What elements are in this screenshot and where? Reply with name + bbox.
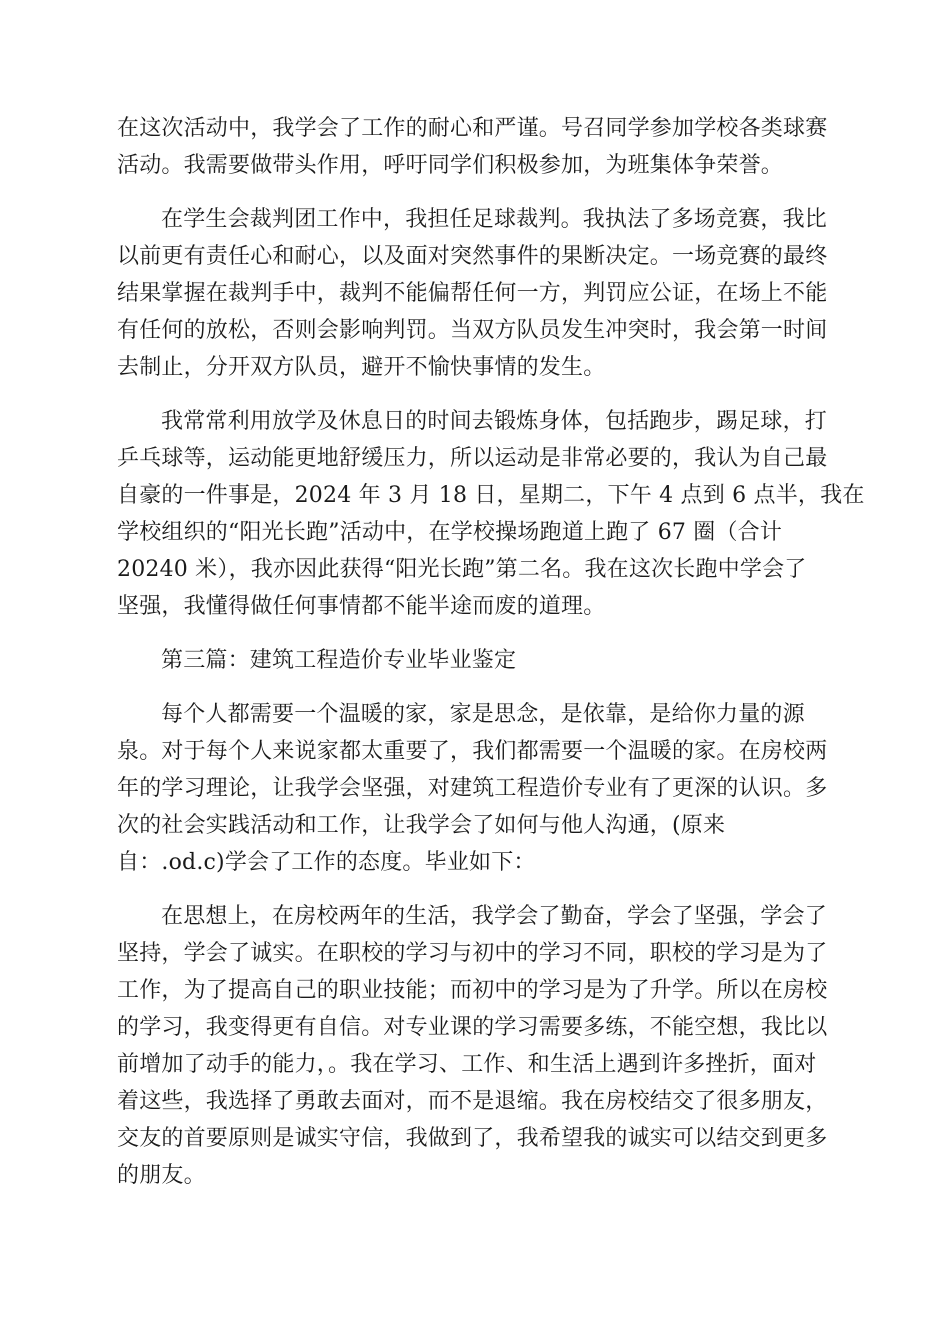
paragraph-line: 交友的首要原则是诚实守信，我做到了，我希望我的诚实可以结交到更多	[117, 1126, 828, 1151]
paragraph-line: 在这次活动中，我学会了工作的耐心和严谨。号召同学参加学校各类球赛	[117, 116, 828, 141]
paragraph-line: 在思想上，在房校两年的生活，我学会了勤奋，学会了坚强，学会了	[161, 904, 828, 929]
section-heading-text: 第三篇：建筑工程造价专业毕业鉴定	[161, 648, 517, 673]
paragraph-line: 学校组织的“阳光长跑”活动中，在学校操场跑道上跑了 67 圈（合计	[117, 520, 783, 545]
paragraph-line: 的学习，我变得更有自信。对专业课的学习需要多练，不能空想，我比以	[117, 1015, 828, 1040]
paragraph-line: 结果掌握在裁判手中，裁判不能偏帮任何一方，判罚应公证，在场上不能	[117, 281, 828, 306]
paragraph-line: 的朋友。	[117, 1163, 206, 1188]
paragraph-line: 活动。我需要做带头作用，呼吁同学们积极参加，为班集体争荣誉。	[117, 153, 784, 178]
paragraph-line: 有任何的放松，否则会影响判罚。当双方队员发生冲突时，我会第一时间	[117, 318, 828, 343]
paragraph-line: 坚持，学会了诚实。在职校的学习与初中的学习不同，职校的学习是为了	[117, 941, 828, 966]
paragraph-line: 次的社会实践活动和工作，让我学会了如何与他人沟通，(原来	[117, 813, 726, 838]
document-body	[117, 110, 865, 1194]
paragraph-activity-summary	[117, 110, 837, 184]
paragraph-line: 20240 米），我亦因此获得“阳光长跑”第二名。我在这次长跑中学会了	[117, 557, 807, 582]
paragraph-line: 每个人都需要一个温暖的家，家是思念，是依靠，是给你力量的源	[161, 702, 805, 727]
paragraph-exercise	[117, 403, 865, 625]
paragraph-line: 去制止，分开双方队员，避开不愉快事情的发生。	[117, 355, 606, 380]
paragraph-line: 着这些，我选择了勇敢去面对，而不是退缩。我在房校结交了很多朋友，	[117, 1089, 828, 1114]
paragraph-line: 乒乓球等，运动能更地舒缓压力，所以运动是非常必要的，我认为自己最	[117, 446, 828, 471]
paragraph-line: 自豪的一件事是，2024 年 3 月 18 日，星期二，下午 4 点到 6 点半，我在	[117, 483, 865, 508]
paragraph-line: 自：.od.c)学会了工作的态度。毕业如下：	[117, 850, 536, 875]
paragraph-thoughts	[117, 898, 837, 1194]
paragraph-line: 坚强，我懂得做任何事情都不能半途而废的道理。	[117, 594, 606, 619]
paragraph-line: 前增加了动手的能力，。我在学习、工作、和生活上遇到许多挫折，面对	[117, 1052, 817, 1077]
paragraph-referee	[117, 201, 837, 386]
paragraph-line: 以前更有责任心和耐心，以及面对突然事件的果断决定。一场竞赛的最终	[117, 244, 828, 269]
paragraph-home	[117, 696, 837, 881]
section-heading	[117, 642, 837, 679]
paragraph-line: 在学生会裁判团工作中，我担任足球裁判。我执法了多场竞赛，我比	[161, 207, 828, 232]
paragraph-line: 工作，为了提高自己的职业技能；而初中的学习是为了升学。所以在房校	[117, 978, 828, 1003]
paragraph-line: 我常常利用放学及休息日的时间去锻炼身体，包括跑步，踢足球，打	[161, 409, 828, 434]
paragraph-line: 年的学习理论，让我学会坚强，对建筑工程造价专业有了更深的认识。多	[117, 776, 828, 801]
paragraph-line: 泉。对于每个人来说家都太重要了，我们都需要一个温暖的家。在房校两	[117, 739, 828, 764]
